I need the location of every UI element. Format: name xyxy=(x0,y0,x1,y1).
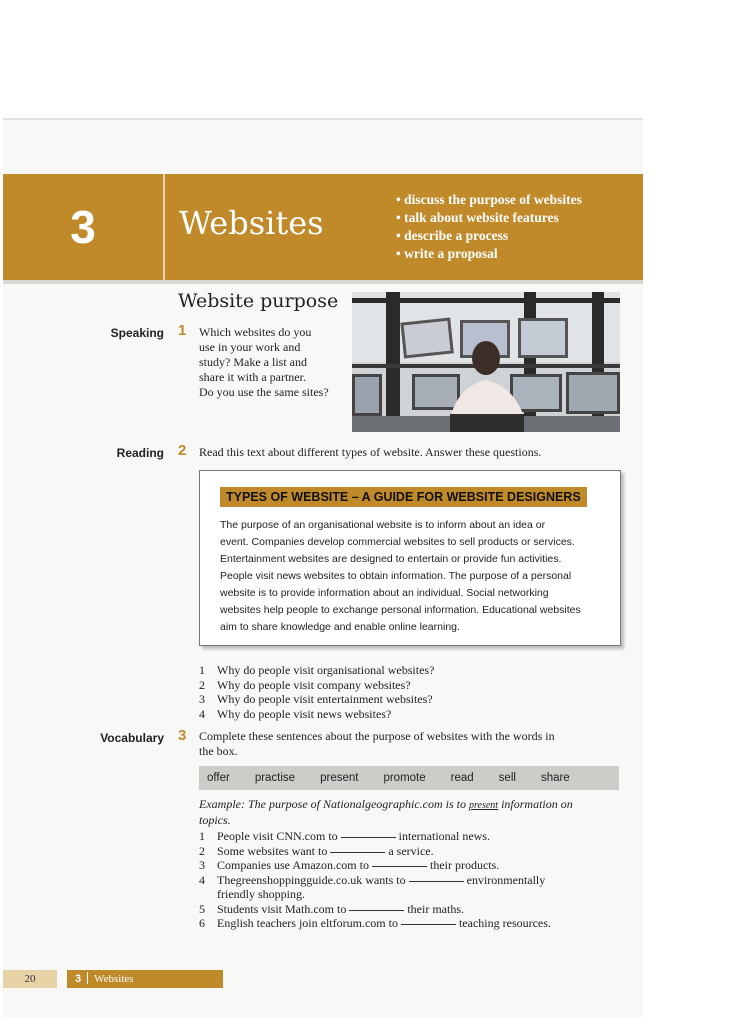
unit-header-band xyxy=(3,174,643,280)
question-item xyxy=(199,692,434,707)
word-item: present xyxy=(320,772,359,784)
sentence-number: 5 xyxy=(199,901,205,916)
speaking-line: Which websites do you xyxy=(199,325,312,339)
sentence-item xyxy=(199,844,619,859)
text-box-line: website is to provide information about an individual. Social networking xyxy=(220,587,549,599)
question-text: Why do people visit entertainment websites? xyxy=(217,692,433,706)
sentence-item xyxy=(199,902,619,917)
speaking-line: share it with a partner. xyxy=(199,370,306,384)
question-number: 1 xyxy=(199,663,205,677)
example-text: Example: The purpose of Nationalgeographic.com is to xyxy=(199,797,466,811)
example-text: topics. xyxy=(199,813,231,827)
text-box-line: Entertainment websites are designed to entertain or provide fun activities. xyxy=(220,553,562,565)
sentence-text: environmentally xyxy=(466,872,546,887)
example-sentence xyxy=(199,797,619,828)
question-text: Why do people visit company websites? xyxy=(217,677,411,692)
sentence-text: English teachers join eltforum.com to xyxy=(217,916,398,930)
footer-unit-number: 3 xyxy=(75,973,82,985)
speaking-line: Do you use the same sites? xyxy=(199,385,329,399)
section-title: Website purpose xyxy=(178,290,339,312)
answer-blank[interactable] xyxy=(372,866,427,867)
text-box-line: People visit news websites to obtain information. The purpose of a personal xyxy=(220,570,572,582)
objective-item: • discuss the purpose of websites xyxy=(396,191,582,209)
footer-unit-title: Websites xyxy=(94,973,134,985)
example-text: information on xyxy=(501,797,573,811)
word-item: offer xyxy=(207,772,230,784)
objective-item: • describe a process xyxy=(396,227,582,245)
footer-unit-bar xyxy=(67,970,223,988)
word-item: share xyxy=(540,772,570,784)
sentence-text: Companies use Amazon.com to xyxy=(217,858,369,872)
objective-item: • talk about website features xyxy=(396,209,582,227)
word-item: read xyxy=(450,772,474,784)
sentence-item xyxy=(199,829,619,844)
reading-questions xyxy=(199,663,434,721)
sentence-text: teaching resources. xyxy=(458,916,551,930)
question-item xyxy=(199,707,434,722)
objective-item: • write a proposal xyxy=(396,245,582,263)
word-item: sell xyxy=(498,772,516,784)
sentence-number: 4 xyxy=(199,872,205,887)
question-text: Why do people visit organisational websites? xyxy=(217,663,435,677)
header-divider xyxy=(163,174,165,280)
question-item xyxy=(199,663,434,678)
sentence-text: Thegreenshoppingguide.co.uk wants to xyxy=(217,872,406,887)
text-box-body xyxy=(220,517,610,636)
speaking-instructions xyxy=(199,325,329,400)
answer-blank[interactable] xyxy=(349,910,404,911)
sentence-text: Some websites want to xyxy=(217,843,328,858)
sentence-text: their maths. xyxy=(407,901,464,916)
sentence-text: friendly shopping. xyxy=(217,887,305,901)
sentence-text: their products. xyxy=(429,858,500,872)
text-box-line: event. Companies develop commercial websites to sell products or services. xyxy=(220,536,575,548)
question-text: Why do people visit news websites? xyxy=(217,706,392,721)
page-number: 20 xyxy=(3,970,57,988)
example-answer: present xyxy=(468,800,499,811)
question-number: 3 xyxy=(199,692,205,706)
gap-fill-sentences xyxy=(199,829,619,931)
instruction-line: Complete these sentences about the purpose of websites with the words in xyxy=(199,729,555,743)
unit-title: Websites xyxy=(179,204,324,242)
answer-blank[interactable] xyxy=(330,852,385,853)
word-item: practise xyxy=(254,772,296,784)
answer-blank[interactable] xyxy=(409,881,464,882)
sentence-item xyxy=(199,873,619,902)
question-number: 4 xyxy=(199,706,205,721)
speaking-label: Speaking xyxy=(110,326,164,340)
word-box xyxy=(199,766,619,790)
text-box-line: The purpose of an organisational website is to inform about an idea or xyxy=(220,519,546,531)
footer-separator xyxy=(87,972,88,984)
speaking-line: study? Make a list and xyxy=(199,355,307,369)
sentence-text: Students visit Math.com to xyxy=(217,901,347,916)
unit-number: 3 xyxy=(70,201,96,253)
photo-illustration xyxy=(352,292,620,432)
reading-text-box xyxy=(199,470,621,646)
objectives-list xyxy=(396,191,582,263)
sentence-number: 1 xyxy=(199,829,205,843)
office-monitors-photo xyxy=(352,292,620,432)
sentence-text: People visit CNN.com to xyxy=(217,829,338,843)
sentence-number: 3 xyxy=(199,858,205,872)
vocabulary-instruction xyxy=(199,729,619,759)
sentence-number: 2 xyxy=(199,843,205,858)
sentence-item xyxy=(199,858,619,873)
question-item xyxy=(199,678,434,693)
exercise-3-number: 3 xyxy=(178,727,187,744)
vocabulary-label: Vocabulary xyxy=(100,731,164,745)
answer-blank[interactable] xyxy=(401,924,456,925)
text-box-line: websites help people to exchange personal information. Educational websites xyxy=(220,604,581,616)
header-shadow xyxy=(3,280,643,284)
speaking-line: use in your work and xyxy=(199,340,301,354)
exercise-2-number: 2 xyxy=(178,442,187,459)
reading-label: Reading xyxy=(116,446,164,460)
sentence-item xyxy=(199,916,619,931)
question-number: 2 xyxy=(199,677,205,692)
word-item: promote xyxy=(383,772,426,784)
answer-blank[interactable] xyxy=(341,837,396,838)
sentence-number: 6 xyxy=(199,916,205,930)
page-top-edge xyxy=(3,118,643,120)
text-box-title: TYPES OF WEBSITE – A GUIDE FOR WEBSITE DESIGNERS xyxy=(220,487,587,507)
sentence-text: international news. xyxy=(398,829,490,843)
reading-instruction: Read this text about different types of website. Answer these questions. xyxy=(199,445,542,459)
sentence-text: a service. xyxy=(388,843,434,858)
instruction-line: the box. xyxy=(199,744,238,758)
exercise-1-number: 1 xyxy=(178,322,187,339)
text-box-line: aim to share knowledge and enable online learning. xyxy=(220,621,460,633)
